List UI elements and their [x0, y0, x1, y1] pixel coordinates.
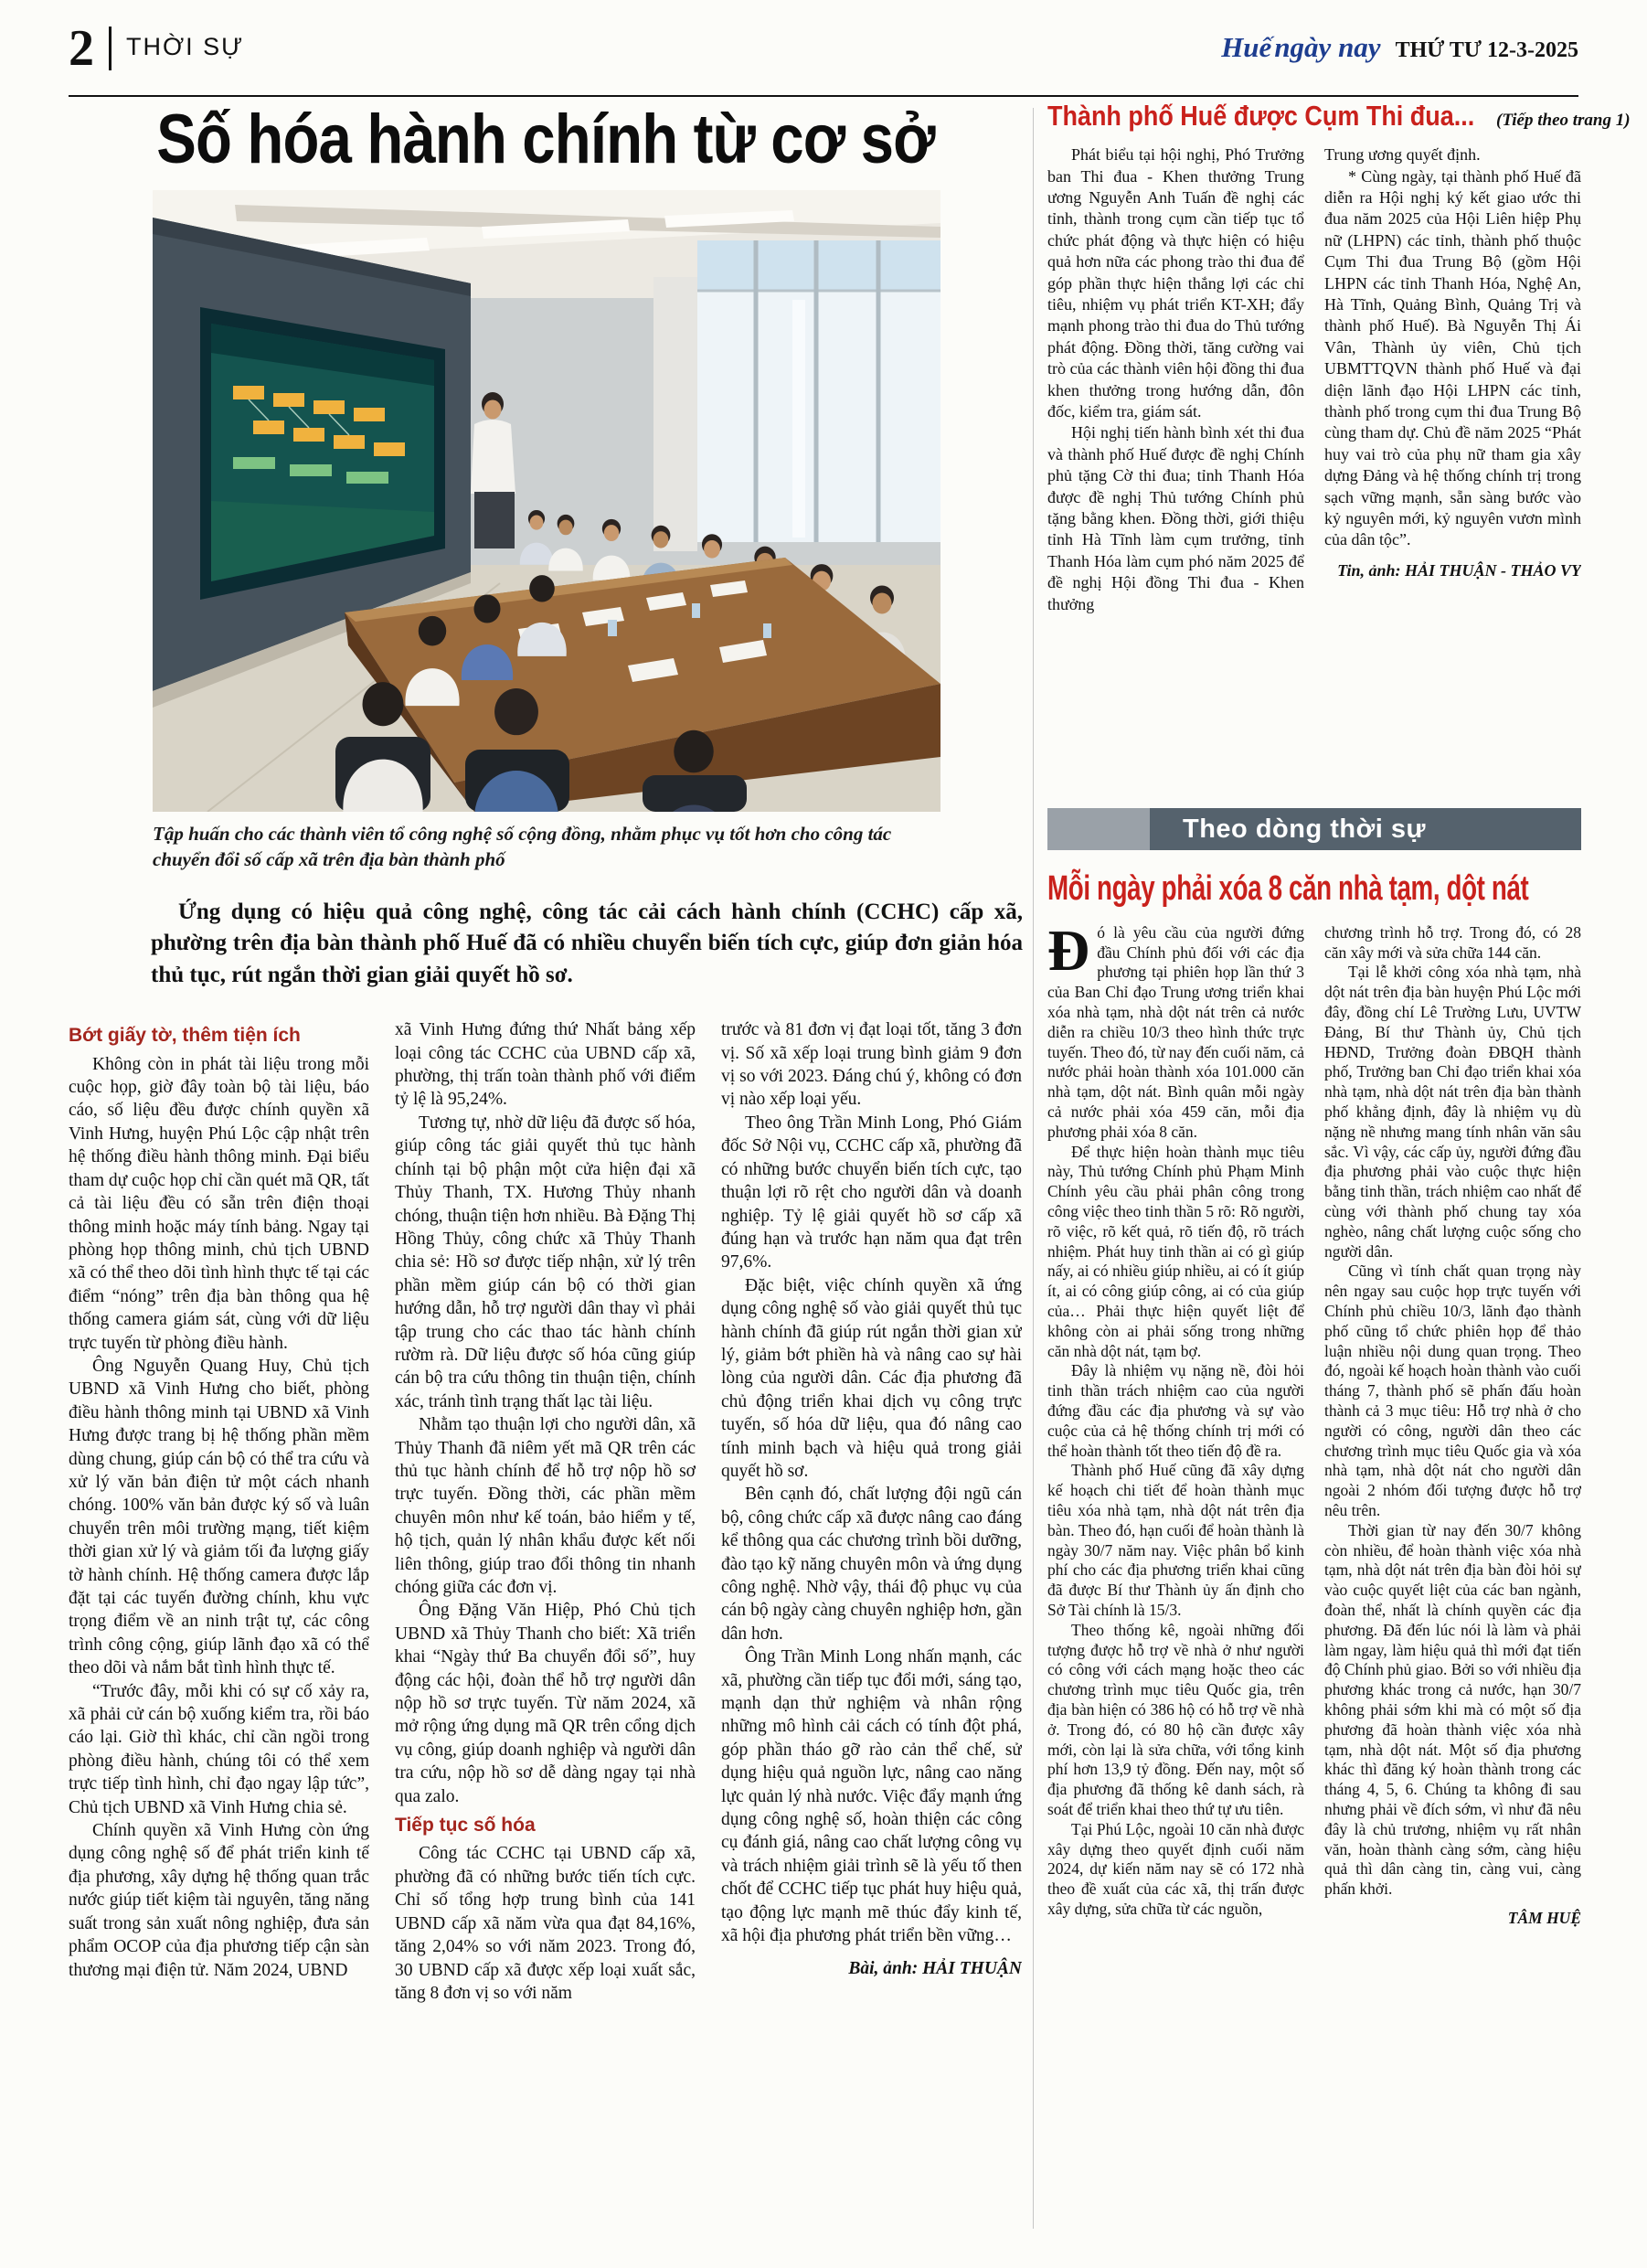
- masthead-block: [1221, 31, 1578, 71]
- page-header: [69, 20, 1578, 77]
- main-article-column-2: [395, 1018, 696, 2248]
- main-article-columns: [69, 1018, 1024, 2248]
- news-stream-columns: [1047, 923, 1581, 2139]
- page-number: 2: [69, 20, 94, 77]
- news-stream-section: [1047, 808, 1581, 2139]
- section-banner: [1047, 808, 1581, 850]
- paragraph: Đó là yêu cầu của người đứng đầu Chính phủ đối với các địa phương tại phiên họp lần thứ 3 của Ban Chỉ đạo Trung ương triển khai xóa nhà tạm, nhà dột nát trên cả nước diễn ra chiều 10/3 theo hình thức trực tuyến. Theo đó, từ nay đến cuối năm, cả nước phải hoàn thành xóa 101.000 căn nhà tạm, dột nát. Bình quân mỗi ngày cả nước phải xóa 459 căn, mỗi địa phương phải xóa 8 căn.: [1047, 922, 1304, 1141]
- paragraph: Trung ương quyết định.: [1324, 145, 1481, 165]
- news-stream-headline: Mỗi ngày phải xóa 8 căn nhà tạm, dột nát: [1047, 869, 1529, 909]
- section-block: [69, 20, 245, 77]
- main-article-column-3: [721, 1018, 1022, 2248]
- masthead-logo: [1221, 31, 1380, 64]
- news-stream-column-2: [1324, 923, 1581, 2139]
- meeting-room-illustration: [153, 190, 940, 812]
- continued-article-headline: [1047, 100, 1631, 132]
- paragraph: Đặc biệt, việc chính quyền xã ứng dụng công nghệ số vào giải quyết thủ tục hành chính đã giúp rút ngắn thời gian xử lý, giảm bớt phiền hà và nâng cao sự hài lòng của người dân. Các địa phương đã chủ động triển khai dịch vụ công trực tuyến, số hóa dữ liệu, qua đó nâng cao tính minh bạch và hiệu quả trong giải quyết hồ sơ.: [721, 1275, 1022, 1481]
- paragraph: Để thực hiện hoàn thành mục tiêu này, Thủ tướng Chính phủ Phạm Minh Chính yêu cầu phải phân công trong công việc theo tinh thần 5 rõ: Rõ người, rõ việc, rõ kết quả, rõ tiến độ, rõ trách nhiệm. Phát huy tinh thần ai có gì giúp nấy, ai có nhiều giúp nhiều, ai có ít giúp ít, ai có công giúp công, ai có của giúp của… Phải thực hiện quyết liệt để không còn ai phải sống trong những căn nhà dột nát, tạm bợ.: [1047, 1142, 1304, 1360]
- article-lead: Ứng dụng có hiệu quả công nghệ, công tác cải cách hành chính (CCHC) cấp xã, phường trên địa bàn thành phố Huế đã có nhiều chuyển biến tích cực, giúp đơn giản hóa thủ tục, rút ngắn thời gian giải quyết hồ sơ.: [151, 899, 1023, 987]
- paragraph: Đây là nhiệm vụ nặng nề, đòi hỏi tinh thần trách nhiệm cao của người đứng đầu các địa phương và sự vào cuộc của cả hệ thống chính trị mới có thể hoàn thành tốt theo tiến độ đề ra.: [1047, 1361, 1304, 1460]
- main-headline: Số hóa hành chính từ cơ sở: [156, 101, 936, 178]
- paragraph: Ông Nguyễn Quang Huy, Chủ tịch UBND xã Vinh Hưng cho biết, phòng điều hành thông minh tại UBND xã Vinh Hưng được trang bị hệ thống phần mềm dùng chung, giúp cán bộ có thể tra cứu và xử lý văn bản điện tử một cách nhanh chóng. 100% văn bản được ký số và luân chuyển trên môi trường mạng, tiết kiệm thời gian xử lý và giảm tối đa lượng giấy tờ hành chính. Hệ thống camera được lắp đặt tại các tuyến đường chính, khu vực trọng điểm về an ninh trật tự, các công trình công cộng, giúp lãnh đạo xã có thể theo dõi và nắm bắt tình hình thực tế.: [69, 1356, 369, 1678]
- paragraph: Ông Đặng Văn Hiệp, Phó Chủ tịch UBND xã Thủy Thanh cho biết: Xã triển khai “Ngày thứ Ba chuyển đổi số”, huy động các hội, đoàn thể hỗ trợ người dân nộp hồ sơ trực tuyến. Từ năm 2024, xã mở rộng ứng dụng mã QR trên cổng dịch vụ công, giúp doanh nghiệp và người dân tra cứu, nộp hồ sơ dễ dàng ngay tại nhà qua zalo.: [395, 1601, 696, 1806]
- section-banner-label: Theo dòng thời sự: [1183, 814, 1426, 844]
- paragraph: * Cùng ngày, tại thành phố Huế đã diễn ra Hội nghị ký kết giao ước thi đua năm 2025 của Hội Liên hiệp Phụ nữ (LHPN) các tỉnh, thành phố thuộc Cụm Thi đua Trung Bộ (gồm Hội LHPN các tỉnh Thanh Hóa, Nghệ An, Hà Tĩnh, Quảng Bình, Quảng Trị và thành phố Huế). Bà Nguyễn Thị Ái Vân, Thành ủy viên, Chủ tịch UBMTTQVN thành phố Huế và đại diện lãnh đạo Hội LHPN các tỉnh, thành phố trong cụm thi đua Trung Bộ cùng tham dự. Chủ đề năm 2025 “Phát huy vai trò của phụ nữ tham gia xây dựng Đảng và hệ thống chính trị trong sạch vững mạnh, sẵn sàng bước vào kỷ nguyên mới, kỷ nguyên vươn mình của dân tộc”.: [1324, 166, 1581, 549]
- paragraph: Không còn in phát tài liệu trong mỗi cuộc họp, giờ đây toàn bộ tài liệu, báo cáo, số liệu đều được chính quyền xã Vinh Hưng, huyện Phú Lộc cập nhật trên hệ thống điều hành thông minh. Đại biểu tham dự cuộc họp chỉ cần quét mã QR, tất cả tài liệu đều có sẵn trên điện thoại thông minh hoặc máy tính bảng. Ngay tại phòng họp thông minh, chủ tịch UBND xã có thể theo dõi tình hình thực tế tại các điểm “nóng” trên địa bàn thông qua hệ thống camera giám sát, cùng với dữ liệu trực tuyến từ phòng điều hành.: [69, 1054, 369, 1353]
- paragraph: Cũng vì tính chất quan trọng này nên ngay sau cuộc họp trực tuyến với Chính phủ chiều 10/3, lãnh đạo thành phố cũng tổ chức phiên họp để thảo luận nhiều nội dung quan trọng. Theo đó, ngoài kế hoạch hoàn thành vào cuối tháng 7, thành phố sẽ phấn đấu hoàn thành cả 3 mục tiêu: Hỗ trợ nhà ở cho người có công, người dân theo các chương trình mục tiêu Quốc gia và xóa nhà tạm, nhà dột nát cho người dân ngoài 2 nhóm đối tượng được hỗ trợ nêu trên.: [1324, 1262, 1581, 1519]
- paragraph: Tương tự, nhờ dữ liệu đã được số hóa, giúp công tác giải quyết thủ tục hành chính tại bộ phận một cửa hiện đại xã Thủy Thanh, TX. Hương Thủy nhanh chóng, thuận tiện hơn nhiều. Bà Đặng Thị Hồng Thủy, công chức xã Thủy Thanh chia sẻ: Hồ sơ được tiếp nhận, xử lý trên phần mềm giúp cán bộ có thời gian hướng dẫn, hỗ trợ người dân thay vì phải tập trung cho các thao tác hành chính rườm rà. Dữ liệu được số hóa cũng giúp cán bộ tra cứu thông tin thuận tiện, chính xác, tránh tình trạng thất lạc tài liệu.: [395, 1113, 696, 1411]
- paragraph: Bên cạnh đó, chất lượng đội ngũ cán bộ, công chức cấp xã được nâng cao đáng kể thông qua các chương trình bồi dưỡng, đào tạo kỹ năng chuyên môn và ứng dụng công nghệ. Nhờ vậy, thái độ phục vụ của cán bộ ngày càng chuyên nghiệp hơn, gần dân hơn.: [721, 1485, 1022, 1644]
- article-subhead: Bớt giấy tờ, thêm tiện ích: [69, 1025, 301, 1047]
- article-subhead: Tiếp tục số hóa: [395, 1815, 536, 1837]
- masthead-bold: Huế: [1221, 31, 1272, 64]
- paragraph: Tại Phú Lộc, ngoài 10 căn nhà được xây dựng theo quyết định cuối năm 2024, dự kiến năm nay sẽ có 172 nhà theo đề xuất của các xã, thị trấn được xây dựng, sửa chữa từ các nguồn,: [1047, 1819, 1304, 1918]
- byline: Tin, ảnh: HẢI THUẬN - THẢO VY: [1337, 560, 1581, 580]
- paragraph: chương trình hỗ trợ. Trong đó, có 28 căn xây mới và sửa chữa 144 căn.: [1324, 922, 1581, 962]
- section-title: THỜI SỰ: [126, 32, 245, 60]
- right-column: [1047, 100, 1631, 2139]
- continued-article-columns: [1047, 144, 1581, 784]
- continuation-note: (Tiếp theo trang 1): [1496, 111, 1631, 130]
- photo-caption: Tập huấn cho các thành viên tổ công nghệ số cộng đồng, nhằm phục vụ tốt hơn cho công tác chuyển đổi số cấp xã trên địa bàn thành phố: [153, 823, 892, 871]
- continued-article: [1047, 100, 1631, 784]
- paragraph: trước và 81 đơn vị đạt loại tốt, tăng 3 đơn vị. Số xã xếp loại trung bình giảm 9 đơn vị so với 2023. Đáng chú ý, không có đơn vị nào xếp loại yếu.: [721, 1020, 1022, 1110]
- paragraph: Tại lễ khởi công xóa nhà tạm, nhà dột nát trên địa bàn huyện Phú Lộc mới đây, đồng chí Lê Trường Lưu, UVTW Đảng, Bí thư Thành ủy, Chủ tịch HĐND, Trưởng đoàn ĐBQH thành phố, Trưởng ban Chỉ đạo triển khai xóa nhà tạm, nhà dột nát trên địa bàn thành phố khẳng định, đây là nhiệm vụ dù nặng nề nhưng mang tính nhân văn sâu sắc. Vì vậy, các cấp ủy, người đứng đầu địa phương phải vào cuộc thực hiện bằng tinh thần, trách nhiệm cao nhất để cùng với thành phố chung tay xóa nghèo, nâng chất lượng cuộc sống cho người dân.: [1324, 963, 1581, 1261]
- paragraph: Theo ông Trần Minh Long, Phó Giám đốc Sở Nội vụ, CCHC cấp xã, phường đã có những bước chuyển biến tích cực, tạo thuận lợi rõ rệt cho người dân và doanh nghiệp. Tỷ lệ giải quyết hồ sơ cấp xã đúng hạn và trước hạn năm qua đạt trên 97,6%.: [721, 1113, 1022, 1272]
- column-divider: [1033, 108, 1034, 2229]
- paragraph: “Trước đây, mỗi khi có sự cố xảy ra, xã phải cử cán bộ xuống kiểm tra, rồi báo cáo lại. Giờ thì khác, chỉ cần ngồi trong phòng điều hành, chúng tôi có thể xem trực tiếp tình hình, chỉ đạo ngay lập tức”, Chủ tịch UBND xã Vinh Hưng chia sẻ.: [69, 1681, 369, 1817]
- main-article: [69, 102, 1024, 2248]
- main-article-column-1: [69, 1018, 369, 2248]
- paragraph: Thành phố Huế cũng đã xây dựng kế hoạch chi tiết để hoàn thành mục tiêu xóa nhà tạm, nhà dột nát trên địa bàn. Theo đó, hạn cuối để hoàn thành là ngày 30/7 năm nay. Việc phân bổ kinh phí cho các địa phương triển khai cũng đã được Bí thư Thành ủy ấn định cho Sở Tài chính là 15/3.: [1047, 1461, 1304, 1619]
- paragraph: Theo thống kê, ngoài những đối tượng được hỗ trợ về nhà ở như người có công với cách mạng hoặc theo các chương trình mục tiêu Quốc gia, trên địa bàn hiện có 386 hộ có hỗ trợ về nhà ở. Trong đó, có 80 hộ cần được xây mới, còn lại là sửa chữa, với tổng kinh phí hơn 13,9 tỷ đồng. Đến nay, một số địa phương đã thống kê danh sách, rà soát để triển khai theo thứ tự ưu tiên.: [1047, 1620, 1304, 1818]
- byline: Bài, ảnh: HẢI THUẬN: [848, 1958, 1022, 1978]
- paragraph: Ông Trần Minh Long nhấn mạnh, các xã, phường cần tiếp tục đổi mới, sáng tạo, mạnh dạn thử nghiệm và nhân rộng những mô hình cải cách có tính đột phá, góp phần tháo gỡ rào cản thể chế, sử dụng hiệu quả nguồn lực, nâng cao năng lực quản lý nhà nước. Việc đẩy mạnh ứng dụng công nghệ số, hoàn thiện các công cụ đánh giá, nâng cao chất lượng công vụ và trách nhiệm giải trình sẽ là yếu tố then chốt để CCHC tiếp tục phát huy hiệu quả, tạo động lực mạnh mẽ thúc đẩy kinh tế, xã hội địa phương phát triển bền vững…: [721, 1647, 1022, 1946]
- byline: TÂM HUỆ: [1507, 1908, 1581, 1927]
- paragraph: Công tác CCHC tại UBND cấp xã, phường đã có những bước tiến tích cực. Chỉ số tổng hợp trung bình của 141 UBND cấp xã năm vừa qua đạt 84,16%, tăng 2,04% so với năm 2023. Trong đó, 30 UBND cấp xã được xếp loại xuất sắc, tăng 8 đơn vị so với năm: [395, 1844, 696, 2003]
- article-photo: [153, 190, 940, 873]
- paragraph: xã Vinh Hưng đứng thứ Nhất bảng xếp loại công tác CCHC của UBND cấp xã, phường, thị trấn toàn thành phố với điểm tỷ lệ là 95,24%.: [395, 1020, 696, 1110]
- news-stream-column-1: [1047, 923, 1304, 2139]
- issue-date: THỨ TƯ 12-3-2025: [1395, 38, 1578, 63]
- paragraph: Thời gian từ nay đến 30/7 không còn nhiều, để hoàn thành việc xóa nhà tạm, nhà dột nát trên địa bàn đòi hỏi sự vào cuộc quyết liệt của các ban ngành, đoàn thể, nhất là chính quyền các địa phương. Đã đến lúc nói là làm và phải làm ngay, làm hiệu quả thì mới đạt tiến độ Chính phủ giao. Bởi so với nhiều địa phương khác trong cả nước, hạn 30/7 không phải sớm khi mà có một số địa phương đã hoàn thành việc xóa nhà tạm, nhà dột nát. Một số địa phương khác thì đăng ký hoàn thành trong các tháng 4, 5, 6. Chúng ta không đi sau nhưng phải về đích sớm, vì như đã nêu đây là chủ trương, nhiệm vụ rất nhân văn, hoàn thành càng sớm, càng hiệu quả thì dân càng tin, càng vui, càng phấn khởi.: [1324, 1520, 1581, 1899]
- header-rule: [69, 95, 1578, 97]
- paragraph: Nhằm tạo thuận lợi cho người dân, xã Thủy Thanh đã niêm yết mã QR trên các thủ tục hành chính để hỗ trợ nộp hồ sơ trực tuyến. Đồng thời, các phần mềm chuyên môn như kế toán, bảo hiểm y tế, hộ tịch, quản lý nhân khẩu được kết nối liên thông, giúp trao đổi thông tin nhanh chóng giữa các đơn vị.: [395, 1415, 696, 1598]
- paragraph: Hội nghị tiến hành bình xét thi đua và thành phố Huế được đề nghị Chính phủ tặng Cờ thi đua; tỉnh Thanh Hóa được đề nghị Thủ tướng Chính phủ tặng bằng khen. Đồng thời, giới thiệu tỉnh Hà Tĩnh làm cụm trưởng, tỉnh Thanh Hóa làm cụm phó năm 2025 để đề nghị Hội đồng Thi đua - Khen thưởng: [1047, 423, 1304, 613]
- paragraph: Phát biểu tại hội nghị, Phó Trưởng ban Thi đua - Khen thưởng Trung ương Nguyễn Anh Tuấn đề nghị các tỉnh, thành trong cụm cần tiếp tục tổ chức phát động và thực hiện có hiệu quả hơn nữa các phong trào thi đua để góp phần thực hiện thắng lợi các chỉ tiêu, nhiệm vụ phát triển KT-XH; đẩy mạnh phong trào thi đua do Thủ tướng phát động. Đồng thời, tăng cường vai trò của các thành viên hội đồng thi đua khen thưởng trong hướng dẫn, đôn đốc, kiểm tra, giám sát.: [1047, 145, 1304, 421]
- headline-text: Thành phố Huế được Cụm Thi đua...: [1047, 100, 1475, 132]
- continued-column-2: [1324, 144, 1581, 784]
- header-separator: [109, 27, 112, 70]
- paragraph: Chính quyền xã Vinh Hưng còn ứng dụng công nghệ số để phát triển kinh tế địa phương, xây dựng hệ thống quan trắc nước giúp tiết kiệm tài nguyên, tăng năng suất trong sản xuất nông nghiệp, đưa sản phẩm OCOP của địa phương tiếp cận sàn thương mại điện tử. Năm 2024, UBND: [69, 1821, 369, 1980]
- masthead-light: ngày nay: [1274, 31, 1381, 64]
- continued-column-1: [1047, 144, 1304, 784]
